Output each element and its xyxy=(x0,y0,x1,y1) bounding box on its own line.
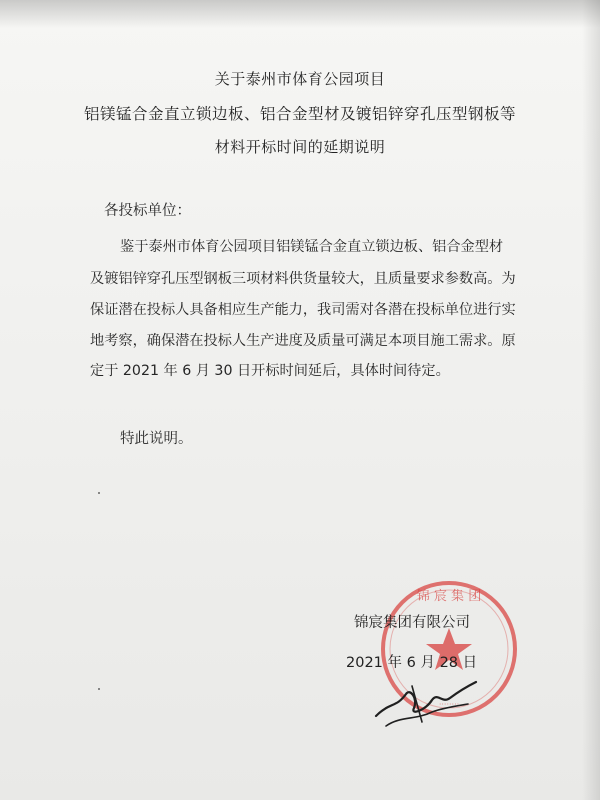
signer-company: 锦宸集团有限公司 xyxy=(354,615,470,631)
body-line-5: 定于 2021 年 6 月 30 日开标时间延后，具体时间待定。 xyxy=(90,363,450,379)
body-line-4: 地考察，确保潜在投标人生产进度及质量可满足本项目施工需求。原 xyxy=(90,333,516,349)
body-line-2: 及镀铝锌穿孔压型钢板三项材料供货量较大，且质量要求参数高。为 xyxy=(90,271,516,287)
svg-text:········: ········ xyxy=(438,700,460,709)
page-shadow-top xyxy=(0,0,600,28)
body-line-3: 保证潜在投标人具备相应生产能力，我司需对各潜在投标单位进行实 xyxy=(90,302,516,318)
handwritten-signature xyxy=(372,664,482,734)
body-line-1: 鉴于泰州市体育公园项目铝镁锰合金直立锁边板、铝合金型材 xyxy=(120,239,504,255)
sign-date: 2021 年 6 月 28 日 xyxy=(346,655,478,671)
title-line-1: 关于泰州市体育公园项目 xyxy=(214,70,386,88)
paper-speck xyxy=(98,688,100,690)
paper-speck xyxy=(98,492,100,494)
title-line-2: 铝镁锰合金直立锁边板、铝合金型材及镀铝锌穿孔压型钢板等 xyxy=(83,105,516,123)
svg-text:锦 宸 集 团: 锦 宸 集 团 xyxy=(416,589,482,604)
title-line-3: 材料开标时间的延期说明 xyxy=(214,138,386,156)
closing-statement: 特此说明。 xyxy=(120,431,193,447)
salutation: 各投标单位： xyxy=(104,203,191,219)
